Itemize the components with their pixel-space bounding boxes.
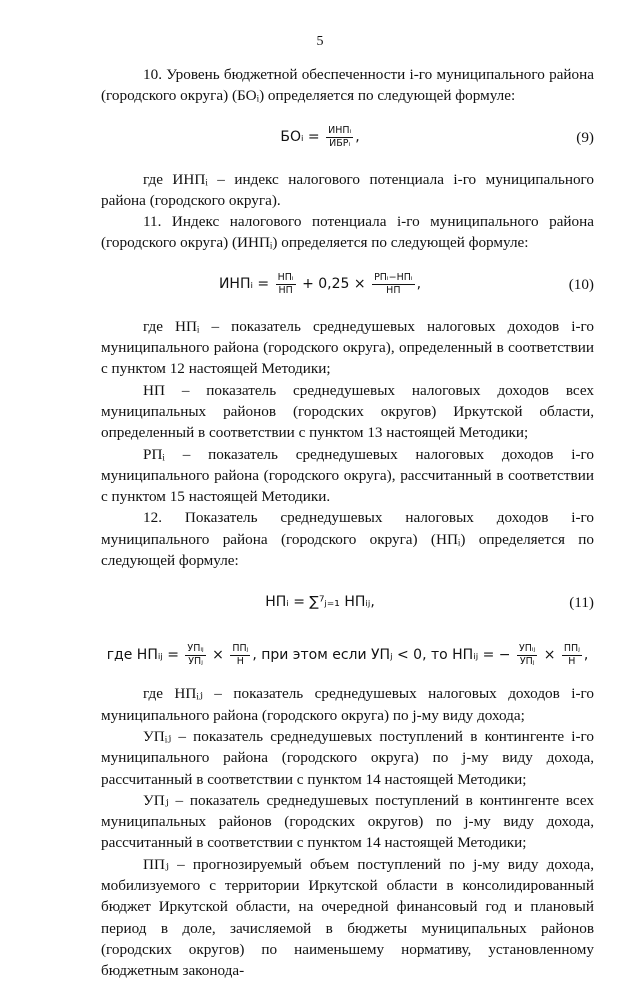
formula-10-numerator-1: НПᵢ (277, 272, 294, 284)
formula-npij-denominator-2: Н (236, 655, 244, 667)
formula-npij-numerator-1: УПᵢⱼ (187, 642, 204, 654)
definition-ppj: ППⱼ – прогнозируемый объем поступлений по j-му виду дохода, мобилизуемого с территории Иркутской области в консолидированный бюджет Иркутской области, на очередной финансовый год и плановый период в доле, зачисляемой в бюджеты муниципальных районов (городских округов) по наименьшему нормативу, установленному бюджетным законода- (101, 855, 594, 980)
definition-npij: где НПᵢⱼ – показатель среднедушевых налоговых доходов i-го муниципального района (городского округа) по j-му виду дохода; (101, 685, 594, 724)
formula-npij-numerator-4: ППⱼ (563, 642, 580, 654)
formula-9-numerator: ИНПᵢ (328, 125, 352, 137)
formula-npij-numerator-3: УПᵢⱼ (518, 642, 536, 654)
formula-10-fraction-2 (372, 272, 415, 297)
formula-npij-condition: , при этом если УПⱼ < 0, то НПᵢⱼ = − (252, 646, 515, 663)
paragraph-12: 12. Показатель среднедушевых налоговых доходов i-го муниципального района (городского округа) (НПᵢ) определяется по следующей формуле: (101, 509, 594, 570)
formula-npij-denominator-3: УПⱼ (519, 655, 535, 667)
definition-npi: где НПᵢ – показатель среднедушевых налоговых доходов i-го муниципального района (городского округа), определенный в соответствии с пунктом 12 настоящей Методики; (101, 317, 594, 378)
formula-10-numerator-2: РПᵢ−НПᵢ (374, 272, 413, 284)
formula-10-denominator-2: НП (386, 285, 401, 297)
formula-npij-times-1: × (207, 646, 229, 663)
formula-npij-numerator-2: ППⱼ (232, 642, 249, 654)
formula-npij-fraction-2 (230, 643, 250, 668)
formula-npij-times-2: × (539, 646, 560, 663)
formula-npij-fraction-4 (562, 643, 582, 668)
formula-9 (101, 117, 594, 159)
formula-npij-fraction-1 (185, 643, 205, 668)
paragraph-11: 11. Индекс налогового потенциала i-го муниципального района (городского округа) (ИНПᵢ) определяется по следующей формуле: (101, 213, 594, 252)
formula-11-expression: НПᵢ = ∑⁷ⱼ₌₁ НПᵢⱼ, (265, 593, 375, 610)
formula-10-tail: , (416, 276, 422, 293)
definition-upij: УПᵢⱼ – показатель среднедушевых поступлений в контингенте i-го муниципального района (городского округа) по j-му виду дохода, рассчитанный в соответствии с пунктом 14 настоящей Методики; (101, 727, 594, 788)
formula-9-fraction (326, 125, 353, 150)
formula-npij-fraction-3 (517, 643, 537, 668)
formula-11 (101, 581, 594, 623)
definition-upj: УПⱼ – показатель среднедушевых поступлений в контингенте всех муниципальных районов (городских округов) по j-му виду дохода, рассчитанный в соответствии с пунктом 14 настоящей Методики; (101, 791, 594, 852)
definition-rpi: РПᵢ – показатель среднедушевых налоговых доходов i-го муниципального района (городского округа), рассчитанный в соответствии с пунктом 15 настоящей Методики. (101, 445, 594, 506)
page-number: 5 (316, 34, 324, 49)
paragraph-10-where: где ИНПᵢ – индекс налогового потенциала i-го муниципального района (городского округа). (101, 170, 594, 209)
formula-10-number: (10) (568, 276, 594, 294)
formula-9-tail: , (355, 128, 360, 145)
formula-npij-lhs: где НПᵢⱼ = (106, 646, 184, 663)
formula-npij (101, 637, 594, 673)
formula-10-mid: + 0,25 × (297, 276, 371, 293)
formula-npij-tail: , (583, 646, 589, 663)
definition-np: НП – показатель среднедушевых налоговых доходов всех муниципальных районов (городских округов) Иркутской области, определенный в соответствии с пунктом 13 настоящей Методики; (101, 381, 594, 442)
formula-npij-denominator-4: Н (568, 655, 576, 667)
paragraph-10: 10. Уровень бюджетной обеспеченности i-го муниципального района (городского округа) (БОᵢ) определяется по следующей формуле: (101, 66, 594, 105)
formula-11-number: (11) (569, 593, 594, 611)
formula-10-lhs: ИНПᵢ = (218, 276, 274, 293)
formula-9-denominator: ИБРᵢ (329, 138, 351, 150)
formula-npij-denominator-1: УПⱼ (188, 655, 203, 667)
formula-9-number: (9) (576, 128, 594, 146)
formula-10-denominator-1: НП (278, 285, 293, 297)
page-body (101, 64, 594, 982)
formula-10 (101, 264, 594, 306)
formula-9-lhs: БОᵢ = (280, 128, 325, 145)
formula-10-fraction-1 (276, 272, 296, 297)
